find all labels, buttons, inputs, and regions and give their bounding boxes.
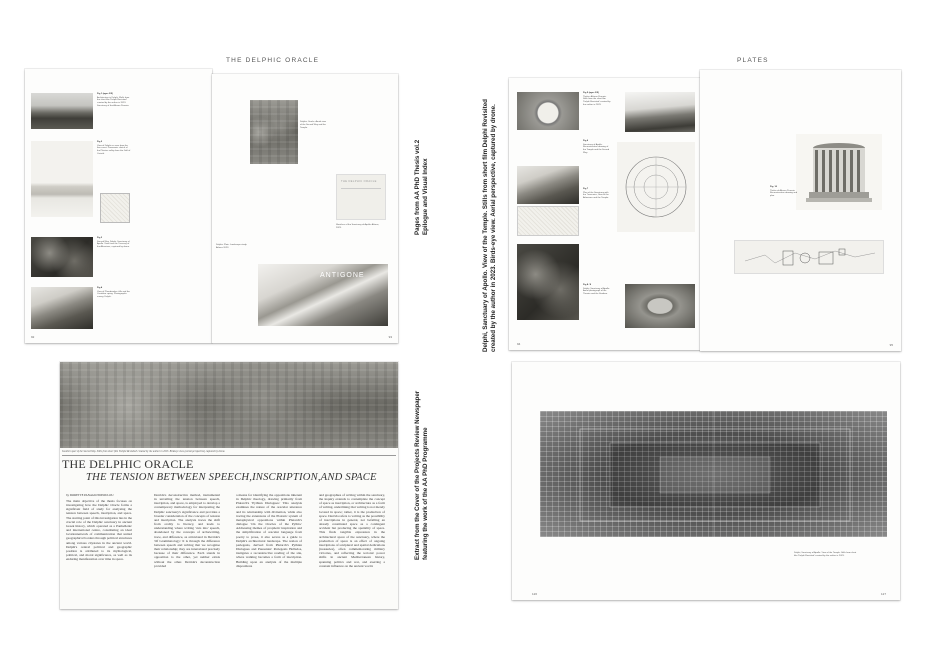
newspaper-col-4: and geographies of writing within the sanctuary, the inquiry extends to contemplate the concept of space as inscription, or architecture as a form of writing, underlining that writing is not merely located in space; rather, it is the production of space. Derrida refers to writing as the possibility of inscriptions in general, not befalling an already constituted space as a contingent accident but producing the spatiality of space. This finds tangible expression in the architectural space of the sanctuary, where the production of space is an effect of ongoing inscriptions of sculptural and spatial dedications (treasuries), often commemorating military victories, and reflecting the tectonic power shifts in ancient Mediterranean history, spanning politics and war, and exerting a constant influence on the ancient world. [319, 493, 385, 568]
caption-delphi-stills: Delphi, Sanctuary of Apollo. View of the Temple. Stills from short film Delphi Revisited created by the author in 2023. Birds-eye view. Aerial perspective, captured by drone. [482, 99, 497, 352]
temple-aerial-plate [540, 411, 887, 537]
aerial-photo [250, 100, 298, 164]
page-number: 92 [31, 335, 35, 339]
fig4-caption: Fig 4 View of Phaedriades cliffs and the Castalian spring. Photographic survey, Delphi. [97, 287, 130, 299]
newspaper-title: THE DELPHIC ORACLE [62, 457, 194, 471]
plates-page-left [509, 78, 700, 350]
fig6-caption: Fig 6 Sanctuary of Apollo. Reconstruction drawing of the Temple and the Sacred Way. [583, 140, 610, 155]
newspaper-col-3: a means for identifying the oppositions inherent in Delphic theology, drawing primarily from Plutarch's 'Pythian Dialogues.' This analysis examines the nature of the oracular utterance and its relationship with divination, while also tracing the extensions of the Platonic system of metaphysical oppositions within Plutarch's dialogue 'On the Oracles of the Pythia.' Addressing themes of prophetic inspiration and the simplification of oracular language from poetry to prose, it also serves as a guide to Delphi's architectural landscape. The notion of periegesis, derived from Plutarch's Pythian Dialogues and Pausanias' Periegesis Hellados, instigates a reconstructive reading of the site, where walking becomes a form of inscription. Building upon an analysis of the multiple dispositions [236, 493, 302, 568]
page-number: 94 [517, 342, 521, 346]
newspaper-col-2: Derrida's deconstructive method, instrumental in unveiling the tension between speech, inscription, and space, is employed to develop a contemporary methodology for interpreting the Delphic sanctuary's significance and provides a broader consideration of the concepts of tension and inscription. The analysis traces the shift from orality to literacy, and leads to understanding where writing 'cuts into' speech, abandoned by the concepts of archewriting, trace, and difference, as articulated in Derrida's 'Of Grammatology.' It is through the difference between speech and writing that we recognise their relationship; they are interrelated precisely because of their difference. Each stands in opposition to the other, yet neither exists without the other. Derrida's deconstruction provided [154, 493, 220, 568]
plate-spread [512, 362, 900, 600]
tholos-sketch-icon [617, 142, 695, 232]
mid-caption: Sketches of the Sanctuary of Apollo. Athens, 2023. [336, 224, 380, 229]
newspaper-subtitle: THE TENSION BETWEEN SPEECH,INSCRIPTION,AND SPACE [86, 472, 377, 483]
top-caption: Delphic Oracle. Aerial view of the Sacred Way and the Temple. [300, 121, 327, 129]
plate-page-left: 126 [532, 592, 538, 596]
page-number: 95 [889, 343, 893, 347]
fig6-photo [517, 166, 579, 204]
book-cover [336, 174, 386, 220]
fig5b-photo [625, 92, 695, 132]
fig5-caption: Fig 5 (ages 3/5) Tholos, Athena Pronaia. Stills from the short film 'Delphi Revisited' created by the author in 2023. [583, 92, 611, 107]
fig9-photo [625, 284, 695, 328]
thesis-page-right [212, 74, 398, 343]
plate-page-right: 127 [880, 592, 886, 596]
fig1-caption: Fig 1 (ages 3/5) Architecture in Delphi. Walls from the short film 'Delphi Revisited' created by the author in 2023. Sanctuary of the Athena Pronaia. [97, 93, 130, 108]
antigone-label: ANTIGONE [320, 272, 365, 279]
site-plan-icon [735, 241, 885, 275]
header-delphic-oracle: THE DELPHIC ORACLE [226, 57, 320, 64]
tholos-drawing [617, 142, 695, 232]
caption-thesis-pages: Pages from AA PhD Thesis vol.2 Epilogue and Visual Index [414, 139, 429, 235]
tholos-photo [796, 134, 882, 210]
tholos-plan [734, 240, 884, 274]
newspaper-cover [60, 362, 398, 609]
fig8-caption: Fig 8 / 9 Delphi, Sanctuary of Apollo. Aerial photograph of the Theatre and the Stadium. [583, 284, 610, 296]
newspaper-caption: Southern part of the Sacred Way. Stills from short film 'Delphi Revisited' created by the author in 2023. Birdseye view (aerial perspective) captured by drone. [62, 450, 226, 453]
fig2-photo [31, 141, 93, 217]
plates-page-right [700, 70, 901, 351]
book-rule [341, 188, 381, 189]
fig4-photo [31, 287, 93, 329]
page-number: 93 [388, 335, 392, 339]
newspaper-aerial-photo [60, 362, 398, 448]
caption-newspaper: Extract from the Cover of the Projects Review Newspaper featuring the work of the AA PhD Programme [414, 390, 429, 560]
thesis-page-left [25, 69, 212, 343]
fig2-map [100, 193, 130, 223]
fig7-plan [517, 206, 579, 236]
fig3-photo [31, 237, 93, 277]
fig7-caption: Fig 7 Plan of the Sanctuary with the Treasuries, Stoa of the Athenians and the Temple. [583, 188, 609, 200]
fig5-photo [517, 92, 579, 130]
temple-structure-icon [540, 411, 887, 537]
newspaper-byline: by DORETTE PANAGIOTOPOULOU [66, 493, 114, 497]
book-title: THE DELPHIC ORACLE [341, 180, 377, 183]
fig8-photo [517, 244, 579, 320]
fig10-caption: Fig. 10 Tholos of Athena Pronaia. Reconstruction drawing and plan. [770, 186, 798, 198]
newspaper-col-1: The main objective of the thesis focuses on investigating how the Delphic Oracle forms a significant field of study for analysing the tension between speech, inscription, and space. The starting point of this investigation lies in the crucial role of the Delphic sanctuary in ancient Greek history, which operated as a Panhellenic and international centre, constituting an ideal locationnetwork of communication that united geographical borders through political structures among various citystates in the ancient world. Delphi's central political and geographic position is attributed to its mythological, political, and moral significance, as well as its enduring manifestation over time in space. [66, 499, 132, 562]
fig3-caption: Fig 3 Sacred Way. Delphi, Sanctuary of Apollo. View from the Treasury of the Athenians, captured by drone. [97, 237, 130, 249]
plate-caption: Delphi, Sanctuary of Apollo. View of the Temple. Stills from short film 'Delphi Revisited' created by the author in 2023. [794, 552, 857, 557]
temple-columns-icon [796, 134, 882, 210]
fig2-caption: Fig 2 View of Delphi as seen from the Itea coast. Panoramic sketch of the Pleistos valley from the Gulf of Corinth. [97, 141, 131, 156]
fig1-photo [31, 93, 93, 129]
header-plates: PLATES [737, 57, 769, 64]
antigone-photo [258, 264, 388, 326]
bottom-caption: Delphic Plain. Landscape study. Athens 2023. [216, 244, 247, 249]
